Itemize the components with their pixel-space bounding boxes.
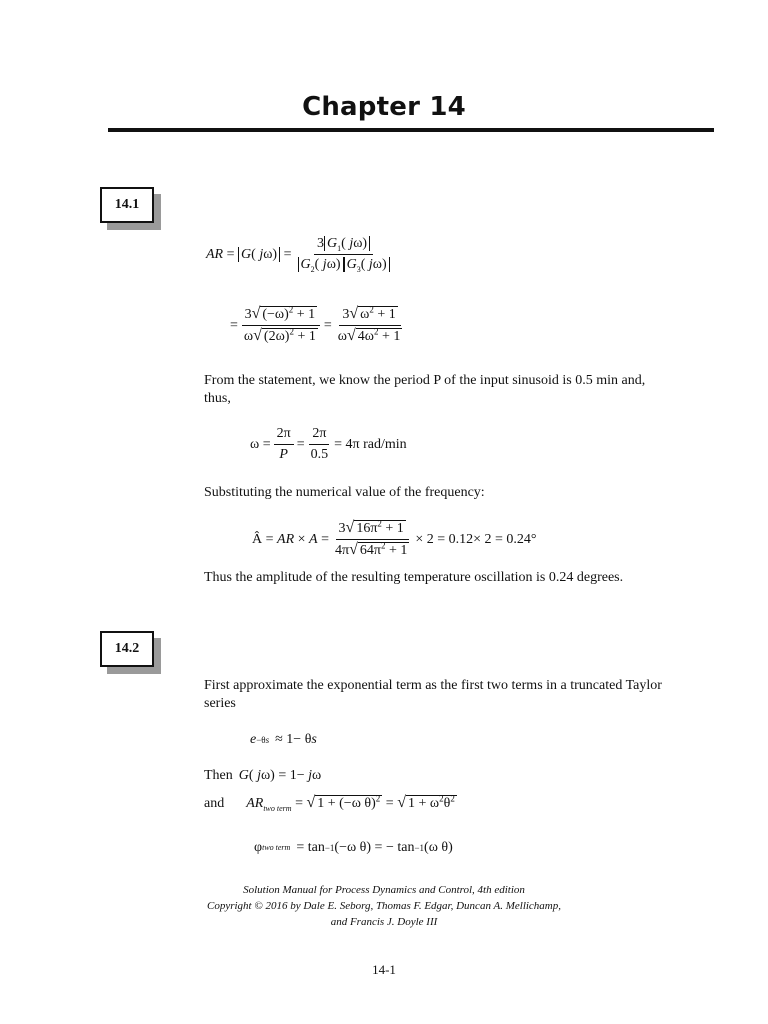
title-rule (108, 128, 714, 132)
section-label-14-1: 14.1 (100, 187, 154, 223)
eq-fraction-2: $\frac{2\pi}{0.5}$ (310, 426, 329, 462)
footer-line-2: Copyright © 2016 by Dale E. Seborg, Thomas F. Edgar, Duncan A. Mellichamp, (206, 900, 562, 912)
eq-equals: = (296, 436, 305, 452)
eq-fraction-1: 3 √ $(-\omega)^2 + 1$ ω √ $(2\omega)^2 + 1$ (241, 306, 321, 345)
eq-lhs: AR = G( jω) = (206, 246, 292, 262)
paragraph-substituting: Substituting the numerical value of the frequency: (204, 485, 485, 500)
equation-exponential: e −θs ≈ 1− θ s (250, 732, 317, 747)
eq-rhs: × 2 = 0.12× 2 = 0.24° (415, 531, 537, 547)
section-label-14-2: 14.2 (100, 631, 154, 667)
equation-then (204, 768, 321, 784)
ar-two-term: $AR_{two term}$ = √ 1 + (−ω θ)$^2$ = √ $1 + \omega^2\theta^2$ (246, 793, 455, 813)
equation-ar-expanded (230, 306, 408, 345)
eq-rhs: = 4π rad/min (334, 436, 407, 452)
equation-omega (250, 426, 407, 463)
eq-lhs: ω = (250, 436, 271, 452)
then-label: Then (204, 768, 233, 783)
footer-line-3: and Francis J. Doyle III (330, 916, 438, 928)
equation-amplitude (252, 520, 537, 559)
footer-line-1: Solution Manual for Process Dynamics and Control, 4th edition (243, 884, 525, 896)
paragraph-conclusion: Thus the amplitude of the resulting temperature oscillation is 0.24 degrees. (204, 570, 624, 585)
footer (0, 882, 768, 930)
eq-lhs: Â = AR × A = (252, 531, 329, 547)
equation-ar-two-term (204, 795, 457, 812)
eq-fraction: $\frac{3 G_1( j\omega)}{G_2( j\omega) G_3( j\omega)}$ (295, 236, 393, 273)
equation-phase: φ two term = tan −1 (−ω θ) = − tan −1 (ω θ) (254, 840, 453, 855)
eq-equals: = (230, 317, 238, 333)
then-equation: G( jω) = 1− jω (238, 768, 322, 783)
eq-fraction-2: 3 √ $\omega^2 + 1$ ω √ $4\omega^2 + 1$ (337, 304, 401, 344)
eq-equals: = (323, 317, 332, 333)
chapter-title: Chapter 14 (302, 92, 466, 122)
paragraph-period: From the statement, we know the period P of the input sinusoid is 0.5 min and, thus, (204, 373, 646, 406)
eq-fraction: 3 √ $16\pi^2 + 1$ 4π √ $64\pi^2 + 1$ (335, 518, 408, 558)
paragraph-approximate: First approximate the exponential term as the first two terms in a truncated Taylor series (204, 678, 662, 711)
page-number: 14-1 (372, 962, 396, 977)
eq-fraction-1: $\frac{2\pi}{P}$ (274, 426, 294, 463)
equation-ar-definition (206, 236, 396, 273)
and-label: and (204, 795, 225, 811)
